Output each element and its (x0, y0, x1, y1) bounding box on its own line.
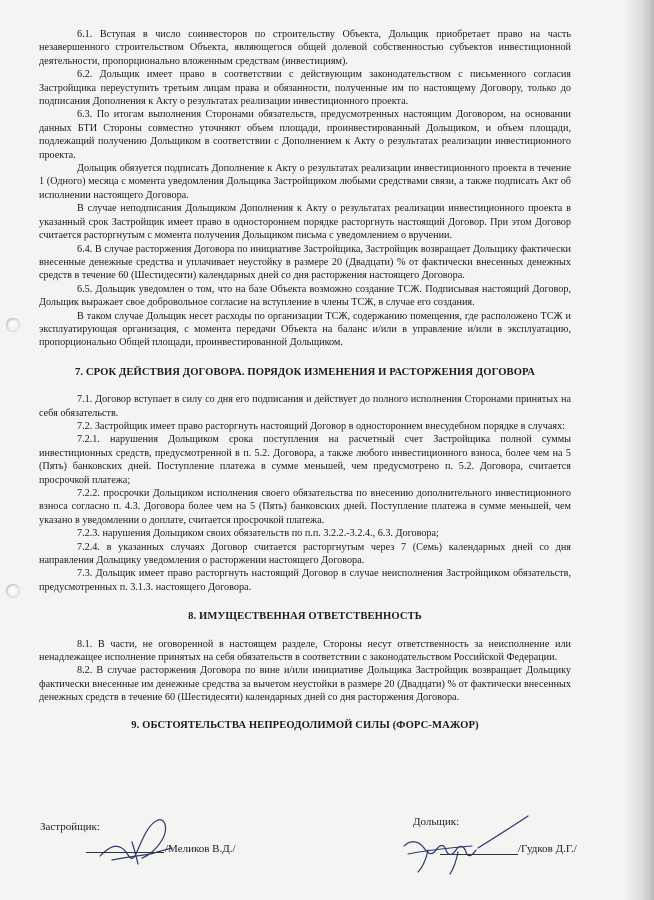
paragraph-7-1: 7.1. Договор вступает в силу со дня его подписания и действует до полного исполнения Сторонами принятых на себя обязательств. (39, 394, 571, 419)
section-8-heading: 8. ИМУЩЕСТВЕННАЯ ОТВЕТСТВЕННОСТЬ (188, 611, 422, 623)
paragraph-6-3-obligation: Дольщик обязуется подписать Дополнение к Акту о результатах реализации инвестиционного проекта в течение 1 (Одного) месяца с момента уведомления Дольщика Застройщиком любыми средствами связи, а также подписать Акт об исполнении настоящего Договора. (39, 163, 571, 201)
paragraph-6-5-expenses: В таком случае Дольщик несет расходы по организации ТСЖ, содержанию помещения, где расположено ТСЖ и эксплуатирующая организация, с момента передачи Объекта на баланс и/или в управление и/или в эксплуатацию, пропорционально Общей площади, проинвестированной Дольщиком. (39, 310, 571, 349)
paragraph-7-2-2: 7.2.2. просрочки Дольщиком исполнения своего обязательства по внесению дополнительного инвестиционного взноса согласно п. 4.3. Договора более чем на 5 (Пять) банковских дней. Поступление платежа в сумме меньшей, чем указано в уведомлении о доплате, считается просрочкой платежа. (39, 488, 571, 526)
developer-name: /Меликов В.Д./ (165, 843, 236, 855)
paragraph-6-2: 6.2. Дольщик имеет право в соответствии с действующим законодательством с письменного согласия Застройщика переуступить третьим лицам права и обязанности, полученные им по настоящему Договору, только до подписания Дополнения к Акту о результатах реализации инвестиционного проекта. (39, 69, 571, 108)
document-body (39, 28, 571, 742)
section-7-heading: 7. СРОК ДЕЙСТВИЯ ДОГОВОРА. ПОРЯДОК ИЗМЕНЕНИЯ И РАСТОРЖЕНИЯ ДОГОВОРА (74, 366, 536, 378)
investor-name: /Гудков Д.Г./ (518, 843, 577, 855)
paragraph-6-3: 6.3. По итогам выполнения Сторонами обязательств, предусмотренных настоящим Договором, на основании данных БТИ Стороны совместно уточняют объем площади, проинвестированный Дольщиком, и объем площади, подлежащий получению Дольщиком в соответствии с Дополнением к Акту о результатах реализации инвестиционного проекта. (39, 109, 571, 161)
punch-hole-top (6, 318, 20, 332)
paragraph-7-3: 7.3. Дольщик имеет право расторгнуть настоящий Договор в случае неисполнения Застройщиком обязательств, предусмотренных п. 3.1.3. настоящего Договора. (39, 568, 571, 593)
paragraph-6-1: 6.1. Вступая в число соинвесторов по строительству Объекта, Дольщик приобретает право на часть незавершенного строительством Объекта, являющегося общей долевой собственностью субъектов инвестиционной деятельности, пропорционально вложенным средствам (инвестициям). (39, 29, 571, 67)
paragraph-6-4: 6.4. В случае расторжения Договора по инициативе Застройщика, Застройщик возвращает Дольщику фактически внесенные денежные средства и уплачивает неустойку в размере 20 (Двадцати) % от фактически внесенных денежных средств в течение 60 (Шестидесяти) календарных дней со дня расторжения настоящего Договора. (39, 243, 571, 282)
investor-signature (398, 810, 538, 880)
paragraph-8-1: 8.1. В части, не оговоренной в настоящем разделе, Стороны несут ответственность за неисполнение или ненадлежащее исполнение принятых на себя обязательств в соответствии с законодательством Российской Федерации. (39, 638, 571, 664)
developer-label: Застройщик: (40, 821, 100, 833)
developer-signature (92, 812, 182, 872)
paragraph-8-2: 8.2. В случае расторжения Договора по вине и/или инициативе Дольщика Застройщик возвращает Дольщику фактически внесенные им денежные средства за вычетом неустойки в размере 20 (Двадцати) % от фактически внесенных денежных средств в течение 60 (Шестидесяти) календарных дней со дня расторжения Договора. (39, 665, 571, 704)
investor-label: Дольщик: (413, 816, 460, 828)
page-edge-shadow (624, 0, 654, 900)
paragraph-6-5: 6.5. Дольщик уведомлен о том, что на базе Объекта возможно создание ТСЖ. Подписывая настоящий Договор, Дольщик выражает свое добровольное согласие на вступление в члены ТСЖ, в случае его создания. (39, 283, 571, 309)
paragraph-7-2-4: 7.2.4. в указанных случаях Договор считается расторгнутым через 7 (Семь) календарных дней со дня направления Дольщику уведомления о расторжении настоящего Договора. (39, 541, 571, 567)
developer-signature-block (40, 821, 100, 833)
paragraph-7-2: 7.2. Застройщик имеет право расторгнуть настоящий Договор в одностороннем внесудебном порядке в случаях: (77, 420, 565, 432)
paragraph-6-3-nonsigning: В случае неподписания Дольщиком Дополнения к Акту о результатах реализации инвестиционного проекта в указанный срок Застройщик имеет право в одностороннем порядке расторгнуть настоящий Договор. При этом Договор считается расторгнутым с момента получения Дольщиком письма с уведомлением о вручении. (39, 203, 571, 242)
paragraph-7-2-1: 7.2.1. нарушения Дольщиком срока поступления на расчетный счет Застройщика полной суммы инвестиционных средств, предусмотренной в п. 5.2. Договора, а также любого инвестиционного взноса, более чем на 5 (Пять) банковских дней. Поступление платежа в сумме меньшей, чем предусмотрено п. 5.2. Договора, считается просрочкой платежа; (39, 434, 571, 486)
paragraph-7-2-3: 7.2.3. нарушения Дольщиком своих обязательств по п.п. 3.2.2.-3.2.4., 6.3. Договора; (77, 528, 439, 540)
section-9-heading: 9. ОБСТОЯТЕЛЬСТВА НЕПРЕОДОЛИМОЙ СИЛЫ (ФОРС-МАЖОР) (131, 719, 479, 731)
punch-hole-bottom (6, 584, 20, 598)
